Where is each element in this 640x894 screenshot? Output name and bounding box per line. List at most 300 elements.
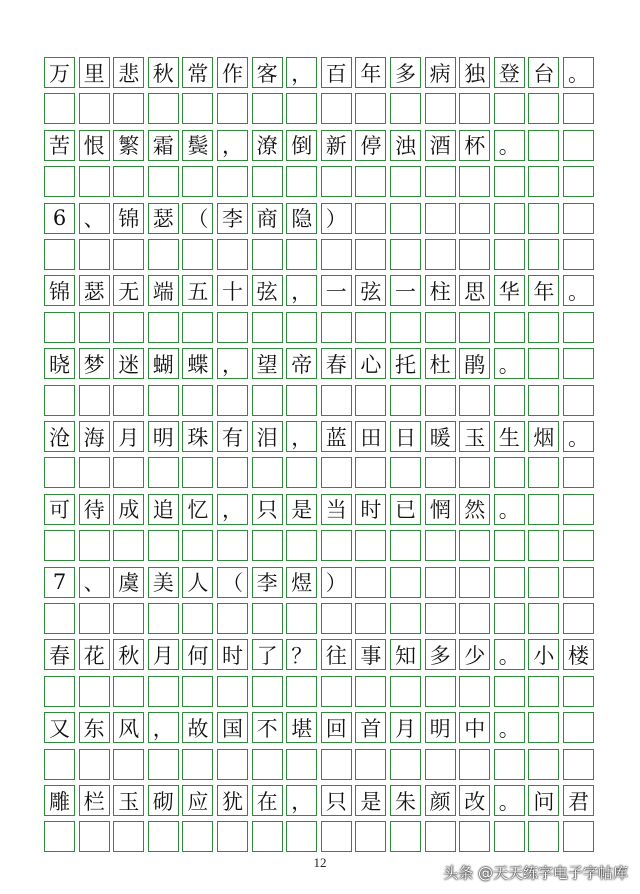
grid-cell: 商 [252, 203, 283, 234]
grid-cell: 作 [217, 57, 248, 88]
grid-cell: 隐 [286, 203, 317, 234]
grid-cell [252, 676, 283, 707]
grid-cell: 春 [321, 348, 352, 379]
grid-cell [182, 312, 213, 343]
grid-cell [563, 457, 594, 488]
grid-cell: 珠 [182, 421, 213, 452]
grid-cell: 百 [321, 57, 352, 88]
grid-cell [321, 676, 352, 707]
grid-cell [459, 749, 490, 780]
grid-cell: 犹 [217, 785, 248, 816]
grid-cell: ， [148, 712, 179, 743]
grid-cell [321, 385, 352, 416]
grid-cell: ， [286, 57, 317, 88]
grid-cell [390, 749, 421, 780]
grid-cell [528, 348, 559, 379]
grid-cell [528, 130, 559, 161]
grid-cell [494, 457, 525, 488]
grid-cell [494, 603, 525, 634]
grid-cell: 国 [217, 712, 248, 743]
grid-cell: 年 [355, 57, 386, 88]
grid-cell [286, 749, 317, 780]
grid-cell [528, 239, 559, 270]
grid-cell [286, 166, 317, 197]
grid-cell: 砌 [148, 785, 179, 816]
grid-cell: 浊 [390, 130, 421, 161]
grid-cell: ， [286, 275, 317, 306]
grid-cell [528, 749, 559, 780]
grid-cell [217, 166, 248, 197]
grid-cell: 。 [494, 494, 525, 525]
grid-cell: 日 [390, 421, 421, 452]
grid-cell [182, 166, 213, 197]
grid-cell: 烟 [528, 421, 559, 452]
grid-cell: 十 [217, 275, 248, 306]
grid-cell [528, 603, 559, 634]
grid-cell: 待 [79, 494, 110, 525]
grid-cell: 台 [528, 57, 559, 88]
grid-cell [390, 385, 421, 416]
grid-cell: 人 [182, 567, 213, 598]
grid-cell [459, 821, 490, 852]
grid-cell [563, 494, 594, 525]
grid-cell [286, 457, 317, 488]
grid-cell [459, 203, 490, 234]
grid-cell [494, 203, 525, 234]
grid-cell [425, 749, 456, 780]
grid-cell: ， [217, 348, 248, 379]
grid-cell [252, 385, 283, 416]
grid-cell: 悲 [113, 57, 144, 88]
grid-cell [148, 385, 179, 416]
grid-cell [390, 603, 421, 634]
grid-cell [286, 603, 317, 634]
grid-cell [182, 676, 213, 707]
grid-cell: 鬓 [182, 130, 213, 161]
grid-cell: 万 [44, 57, 75, 88]
grid-cell: 明 [148, 421, 179, 452]
grid-cell: 忆 [182, 494, 213, 525]
grid-cell [425, 603, 456, 634]
grid-cell [494, 530, 525, 561]
grid-cell: 、 [79, 567, 110, 598]
grid-cell: 李 [252, 567, 283, 598]
grid-cell [425, 457, 456, 488]
grid-cell [494, 312, 525, 343]
grid-cell: 倒 [286, 130, 317, 161]
grid-cell: 月 [148, 639, 179, 670]
grid-cell [390, 567, 421, 598]
grid-cell [79, 821, 110, 852]
grid-cell: 思 [459, 275, 490, 306]
grid-cell [217, 93, 248, 124]
grid-cell: ， [217, 494, 248, 525]
grid-cell: 应 [182, 785, 213, 816]
grid-cell [355, 385, 386, 416]
grid-cell: ， [286, 785, 317, 816]
grid-cell: 梦 [79, 348, 110, 379]
grid-cell: 锦 [44, 275, 75, 306]
grid-cell: 。 [563, 275, 594, 306]
grid-cell [459, 166, 490, 197]
grid-cell [148, 457, 179, 488]
grid-cell [252, 749, 283, 780]
grid-cell: 只 [321, 785, 352, 816]
grid-cell [148, 93, 179, 124]
grid-cell [44, 676, 75, 707]
grid-cell [321, 457, 352, 488]
grid-cell [528, 457, 559, 488]
grid-cell: 无 [113, 275, 144, 306]
grid-cell [79, 603, 110, 634]
grid-cell: 繁 [113, 130, 144, 161]
grid-cell [355, 603, 386, 634]
grid-cell [286, 239, 317, 270]
grid-cell: 瑟 [79, 275, 110, 306]
grid-cell [148, 239, 179, 270]
grid-cell [148, 676, 179, 707]
grid-cell [563, 712, 594, 743]
grid-cell: 春 [44, 639, 75, 670]
grid-cell [217, 603, 248, 634]
grid-cell: ） [321, 567, 352, 598]
grid-cell [44, 457, 75, 488]
grid-cell [355, 312, 386, 343]
grid-cell: 中 [459, 712, 490, 743]
grid-cell [528, 385, 559, 416]
grid-cell [44, 385, 75, 416]
grid-cell [182, 239, 213, 270]
grid-cell [286, 821, 317, 852]
grid-cell [390, 530, 421, 561]
grid-cell: 月 [113, 421, 144, 452]
grid-cell: 心 [355, 348, 386, 379]
grid-cell [217, 530, 248, 561]
grid-cell [252, 239, 283, 270]
grid-cell [563, 567, 594, 598]
grid-cell [425, 166, 456, 197]
grid-cell: 迷 [113, 348, 144, 379]
grid-cell [390, 457, 421, 488]
grid-cell: 朱 [390, 785, 421, 816]
grid-cell: 一 [390, 275, 421, 306]
grid-cell [79, 93, 110, 124]
grid-cell: 改 [459, 785, 490, 816]
grid-cell [459, 603, 490, 634]
grid-cell: 鹃 [459, 348, 490, 379]
grid-cell: 弦 [355, 275, 386, 306]
grid-cell [321, 603, 352, 634]
grid-cell: ） [321, 203, 352, 234]
grid-cell [321, 166, 352, 197]
grid-cell: 追 [148, 494, 179, 525]
grid-cell: 弦 [252, 275, 283, 306]
grid-cell: 知 [390, 639, 421, 670]
grid-cell [44, 166, 75, 197]
grid-cell: 潦 [252, 130, 283, 161]
grid-cell [563, 603, 594, 634]
grid-cell: 。 [494, 348, 525, 379]
grid-cell: 登 [494, 57, 525, 88]
grid-cell: 可 [44, 494, 75, 525]
grid-cell [148, 312, 179, 343]
grid-cell [113, 312, 144, 343]
grid-cell: 玉 [113, 785, 144, 816]
grid-cell: 又 [44, 712, 75, 743]
grid-cell: 当 [321, 494, 352, 525]
grid-cell [563, 203, 594, 234]
grid-cell [286, 676, 317, 707]
grid-cell [44, 239, 75, 270]
grid-cell [425, 93, 456, 124]
grid-cell [355, 567, 386, 598]
grid-cell [355, 457, 386, 488]
grid-cell [494, 749, 525, 780]
grid-cell [113, 821, 144, 852]
grid-cell [286, 385, 317, 416]
grid-cell: 花 [79, 639, 110, 670]
grid-cell [494, 567, 525, 598]
grid-cell: 望 [252, 348, 283, 379]
grid-cell: 常 [182, 57, 213, 88]
grid-cell [252, 312, 283, 343]
grid-cell: 杯 [459, 130, 490, 161]
grid-cell [79, 457, 110, 488]
grid-cell [182, 603, 213, 634]
grid-cell [44, 749, 75, 780]
grid-cell [528, 676, 559, 707]
grid-cell [494, 821, 525, 852]
grid-cell: 、 [79, 203, 110, 234]
grid-cell [425, 385, 456, 416]
grid-cell: 小 [528, 639, 559, 670]
grid-cell [425, 567, 456, 598]
grid-cell: 秋 [148, 57, 179, 88]
grid-cell: 霜 [148, 130, 179, 161]
grid-cell: 问 [528, 785, 559, 816]
grid-cell [528, 530, 559, 561]
grid-cell: 托 [390, 348, 421, 379]
grid-cell [79, 530, 110, 561]
grid-cell [217, 457, 248, 488]
grid-cell [79, 385, 110, 416]
grid-cell [459, 93, 490, 124]
grid-cell [321, 749, 352, 780]
grid-cell [390, 312, 421, 343]
grid-cell [79, 166, 110, 197]
grid-cell: 事 [355, 639, 386, 670]
grid-cell: 生 [494, 421, 525, 452]
grid-cell [182, 821, 213, 852]
grid-cell [355, 203, 386, 234]
grid-cell: 沧 [44, 421, 75, 452]
grid-cell: 新 [321, 130, 352, 161]
grid-cell [563, 676, 594, 707]
grid-cell: 一 [321, 275, 352, 306]
grid-cell [528, 203, 559, 234]
grid-cell: 暖 [425, 421, 456, 452]
grid-cell [321, 530, 352, 561]
grid-cell: 东 [79, 712, 110, 743]
grid-cell: 何 [182, 639, 213, 670]
grid-cell: 酒 [425, 130, 456, 161]
grid-cell [390, 93, 421, 124]
grid-cell: 了 [252, 639, 283, 670]
grid-cell [321, 312, 352, 343]
grid-cell: 成 [113, 494, 144, 525]
grid-cell [252, 166, 283, 197]
grid-cell: 月 [390, 712, 421, 743]
grid-cell [390, 239, 421, 270]
grid-cell [252, 603, 283, 634]
grid-cell [182, 530, 213, 561]
grid-cell: 。 [563, 421, 594, 452]
grid-cell: 端 [148, 275, 179, 306]
grid-cell [425, 821, 456, 852]
grid-cell [528, 821, 559, 852]
grid-cell: 6 [44, 203, 75, 234]
grid-cell: 君 [563, 785, 594, 816]
grid-cell [563, 749, 594, 780]
grid-cell [113, 457, 144, 488]
grid-cell [355, 821, 386, 852]
grid-cell: 晓 [44, 348, 75, 379]
page-number: 12 [313, 855, 327, 870]
grid-cell: 李 [217, 203, 248, 234]
grid-cell [182, 385, 213, 416]
grid-cell: 秋 [113, 639, 144, 670]
grid-cell: 首 [355, 712, 386, 743]
grid-cell: 田 [355, 421, 386, 452]
grid-cell: 。 [494, 712, 525, 743]
grid-cell: 独 [459, 57, 490, 88]
grid-cell [528, 567, 559, 598]
grid-cell [44, 603, 75, 634]
grid-cell [425, 239, 456, 270]
grid-cell: 栏 [79, 785, 110, 816]
grid-cell: 蓝 [321, 421, 352, 452]
grid-cell: （ [182, 203, 213, 234]
grid-cell [390, 166, 421, 197]
grid-cell [528, 93, 559, 124]
grid-cell [563, 348, 594, 379]
grid-cell [425, 676, 456, 707]
grid-cell [182, 749, 213, 780]
grid-cell: 楼 [563, 639, 594, 670]
grid-cell [355, 239, 386, 270]
grid-cell [217, 385, 248, 416]
grid-cell: 美 [148, 567, 179, 598]
grid-cell: 是 [355, 785, 386, 816]
grid-cell [528, 312, 559, 343]
grid-cell [113, 385, 144, 416]
grid-cell [113, 676, 144, 707]
grid-cell: 海 [79, 421, 110, 452]
grid-cell: 玉 [459, 421, 490, 452]
grid-cell [252, 821, 283, 852]
grid-cell [390, 821, 421, 852]
grid-cell [286, 312, 317, 343]
grid-cell [217, 676, 248, 707]
grid-cell [182, 93, 213, 124]
grid-cell: 锦 [113, 203, 144, 234]
grid-cell: 有 [217, 421, 248, 452]
grid-cell [79, 676, 110, 707]
grid-cell: ， [286, 421, 317, 452]
grid-cell: 华 [494, 275, 525, 306]
grid-cell: 已 [390, 494, 421, 525]
grid-cell [563, 239, 594, 270]
grid-cell [217, 821, 248, 852]
grid-cell [286, 530, 317, 561]
grid-cell [459, 530, 490, 561]
grid-cell [563, 821, 594, 852]
grid-cell [252, 530, 283, 561]
grid-cell: 多 [390, 57, 421, 88]
grid-cell [528, 166, 559, 197]
grid-cell [113, 749, 144, 780]
grid-cell [321, 821, 352, 852]
grid-cell [79, 312, 110, 343]
grid-cell [113, 166, 144, 197]
grid-cell: 不 [252, 712, 283, 743]
grid-cell [563, 312, 594, 343]
grid-cell [286, 93, 317, 124]
grid-cell: 雕 [44, 785, 75, 816]
grid-cell [148, 166, 179, 197]
grid-cell: 是 [286, 494, 317, 525]
grid-cell: 蝶 [182, 348, 213, 379]
grid-cell [148, 821, 179, 852]
grid-cell [355, 530, 386, 561]
grid-cell [148, 749, 179, 780]
grid-cell [113, 530, 144, 561]
grid-cell [113, 603, 144, 634]
grid-cell [252, 93, 283, 124]
grid-cell [459, 239, 490, 270]
grid-cell [148, 603, 179, 634]
grid-cell [217, 749, 248, 780]
grid-cell [563, 130, 594, 161]
grid-cell: 苦 [44, 130, 75, 161]
grid-cell [217, 312, 248, 343]
grid-cell: 病 [425, 57, 456, 88]
grid-cell [494, 239, 525, 270]
grid-cell [528, 494, 559, 525]
grid-cell: 杜 [425, 348, 456, 379]
grid-cell: 虞 [113, 567, 144, 598]
grid-cell: 少 [459, 639, 490, 670]
grid-cell [79, 749, 110, 780]
grid-cell [355, 166, 386, 197]
grid-cell: ， [217, 130, 248, 161]
grid-cell: 在 [252, 785, 283, 816]
grid-cell: 明 [425, 712, 456, 743]
grid-cell [528, 712, 559, 743]
grid-cell: 里 [79, 57, 110, 88]
grid-cell [459, 567, 490, 598]
grid-cell: 柱 [425, 275, 456, 306]
grid-cell: 帝 [286, 348, 317, 379]
grid-cell [355, 749, 386, 780]
grid-cell [425, 203, 456, 234]
grid-cell [44, 821, 75, 852]
grid-cell [425, 312, 456, 343]
grid-cell [44, 312, 75, 343]
grid-cell: 客 [252, 57, 283, 88]
grid-cell [563, 166, 594, 197]
grid-cell: 只 [252, 494, 283, 525]
